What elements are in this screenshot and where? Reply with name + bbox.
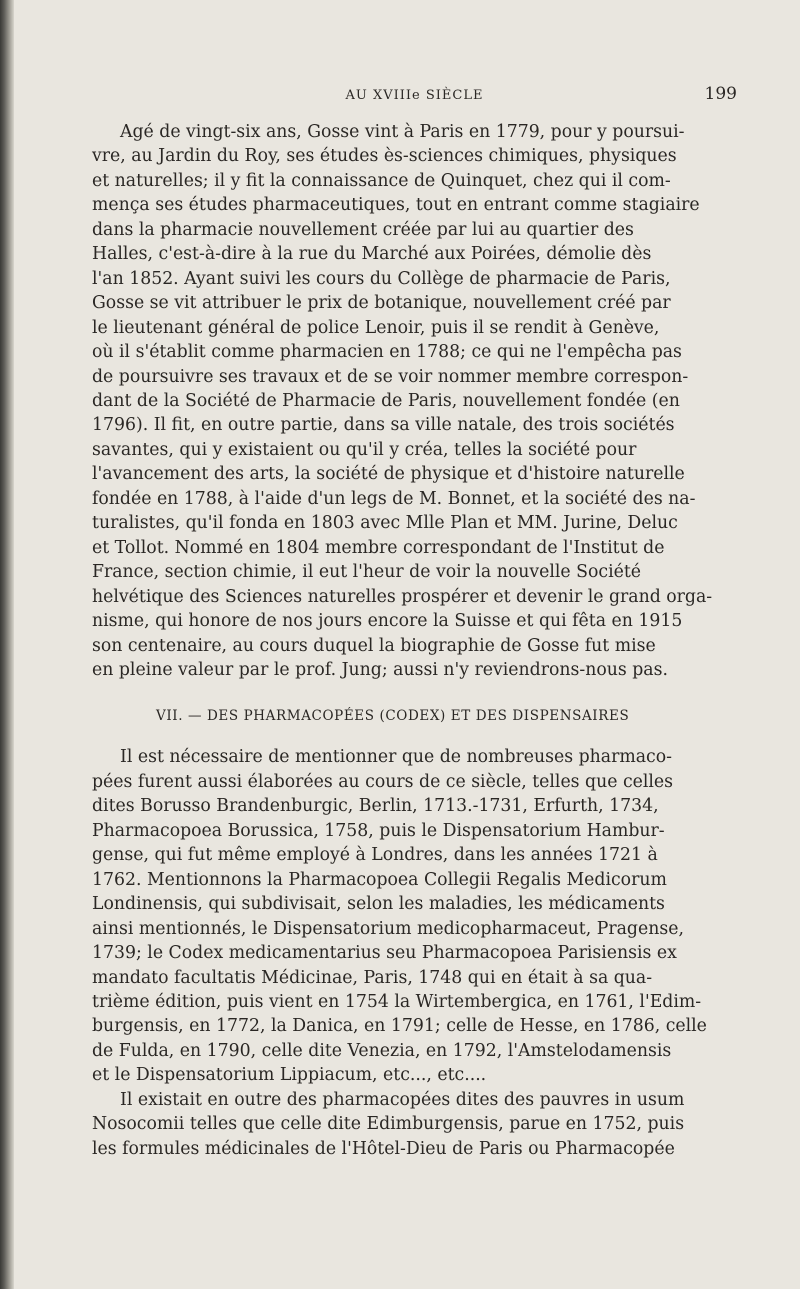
text-line: fondée en 1788, à l'aide d'un legs de M. Bonnet, et la société des na- [92, 488, 696, 509]
page-number: 199 [704, 84, 737, 104]
book-page [92, 80, 737, 1161]
text-line: le lieutenant général de police Lenoir, puis il se rendit à Genève, [92, 317, 660, 338]
paragraph-pharmacopoeias [92, 745, 737, 1087]
text-line: burgensis, en 1772, la Danica, en 1791; celle de Hesse, en 1786, celle [92, 1016, 707, 1037]
section-heading: VII. — DES PHARMACOPÉES (CODEX) ET DES DISPENSAIRES [156, 708, 630, 725]
text-line: pées furent aussi élaborées au cours de ce siècle, telles que celles [92, 771, 674, 792]
text-line: gense, qui fut même employé à Londres, dans les années 1721 à [92, 845, 658, 866]
text-line: Il est nécessaire de mentionner que de nombreuses pharmaco- [120, 747, 672, 768]
text-line: mandato facultatis Médicinae, Paris, 1748 qui en était à sa qua- [92, 967, 653, 988]
book-binding-edge [0, 0, 14, 1289]
text-line: France, section chimie, il eut l'heur de voir la nouvelle Société [92, 562, 642, 583]
text-line: helvétique des Sciences naturelles prospérer et devenir le grand orga- [92, 586, 713, 607]
text-line: nisme, qui honore de nos jours encore la Suisse et qui fêta en 1915 [92, 611, 683, 632]
text-line: et le Dispensatorium Lippiacum, etc..., etc.... [92, 1065, 487, 1086]
text-line: l'an 1852. Ayant suivi les cours du Collège de pharmacie de Paris, [92, 268, 671, 289]
text-line: et naturelles; il y fit la connaissance de Quinquet, chez qui il com- [92, 170, 671, 191]
text-line: 1739; le Codex medicamentarius seu Pharmacopoea Parisiensis ex [92, 943, 677, 964]
text-line: Pharmacopoea Borussica, 1758, puis le Dispensatorium Hambur- [92, 820, 665, 841]
text-line: où il s'établit comme pharmacien en 1788; ce qui ne l'empêcha pas [92, 342, 682, 363]
text-line: Halles, c'est-à-dire à la rue du Marché aux Poirées, démolie dès [92, 244, 652, 265]
text-line: 1796). Il fit, en outre partie, dans sa ville natale, des trois sociétés [92, 415, 675, 436]
text-line: de Fulda, en 1790, celle dite Venezia, en 1792, l'Amstelodamensis [92, 1040, 672, 1061]
text-line: Il existait en outre des pharmacopées dites des pauvres in usum [120, 1089, 685, 1110]
page-header [92, 80, 737, 120]
paragraph-gosse-biography [92, 120, 737, 682]
text-line: turalistes, qu'il fonda en 1803 avec Mlle Plan et MM. Jurine, Deluc [92, 513, 678, 534]
text-line: de poursuivre ses travaux et de se voir nommer membre correspon- [92, 366, 689, 387]
text-line: savantes, qui y existaient ou qu'il y créa, telles la société pour [92, 439, 637, 460]
running-head: AU XVIIIe SIÈCLE [345, 88, 484, 103]
text-line: son centenaire, au cours duquel la biographie de Gosse fut mise [92, 635, 656, 656]
text-line: 1762. Mentionnons la Pharmacopoea Collegii Regalis Medicorum [92, 869, 667, 890]
text-line: Londinensis, qui subdivisait, selon les maladies, les médicaments [92, 894, 665, 915]
text-line: l'avancement des arts, la société de physique et d'histoire naturelle [92, 464, 685, 485]
text-line: vre, au Jardin du Roy, ses études ès-sciences chimiques, physiques [92, 146, 677, 167]
text-line: dites Borusso Brandenburgic, Berlin, 1713.-1731, Erfurth, 1734, [92, 796, 659, 817]
text-line: ainsi mentionnés, le Dispensatorium medicopharmaceut, Pragense, [92, 918, 684, 939]
text-line: mença ses études pharmaceutiques, tout en entrant comme stagiaire [92, 195, 700, 216]
text-line: en pleine valeur par le prof. Jung; aussi n'y reviendrons-nous pas. [92, 659, 668, 680]
text-line: dans la pharmacie nouvellement créée par lui au quartier des [92, 219, 634, 240]
text-line: dant de la Société de Pharmacie de Paris, nouvellement fondée (en [92, 390, 680, 411]
text-line: Agé de vingt-six ans, Gosse vint à Paris en 1779, pour y poursui- [120, 122, 685, 142]
text-line: les formules médicinales de l'Hôtel-Dieu de Paris ou Pharmacopée [92, 1138, 675, 1159]
text-line: Nosocomii telles que celle dite Edimburgensis, parue en 1752, puis [92, 1114, 685, 1135]
text-line: et Tollot. Nommé en 1804 membre correspondant de l'Institut de [92, 537, 665, 558]
text-line: Gosse se vit attribuer le prix de botanique, nouvellement créé par [92, 293, 671, 314]
paragraph-pharmacopoeias-of-the-poor [92, 1088, 737, 1161]
text-line: trième édition, puis vient en 1754 la Wirtembergica, en 1761, l'Edim- [92, 991, 702, 1012]
